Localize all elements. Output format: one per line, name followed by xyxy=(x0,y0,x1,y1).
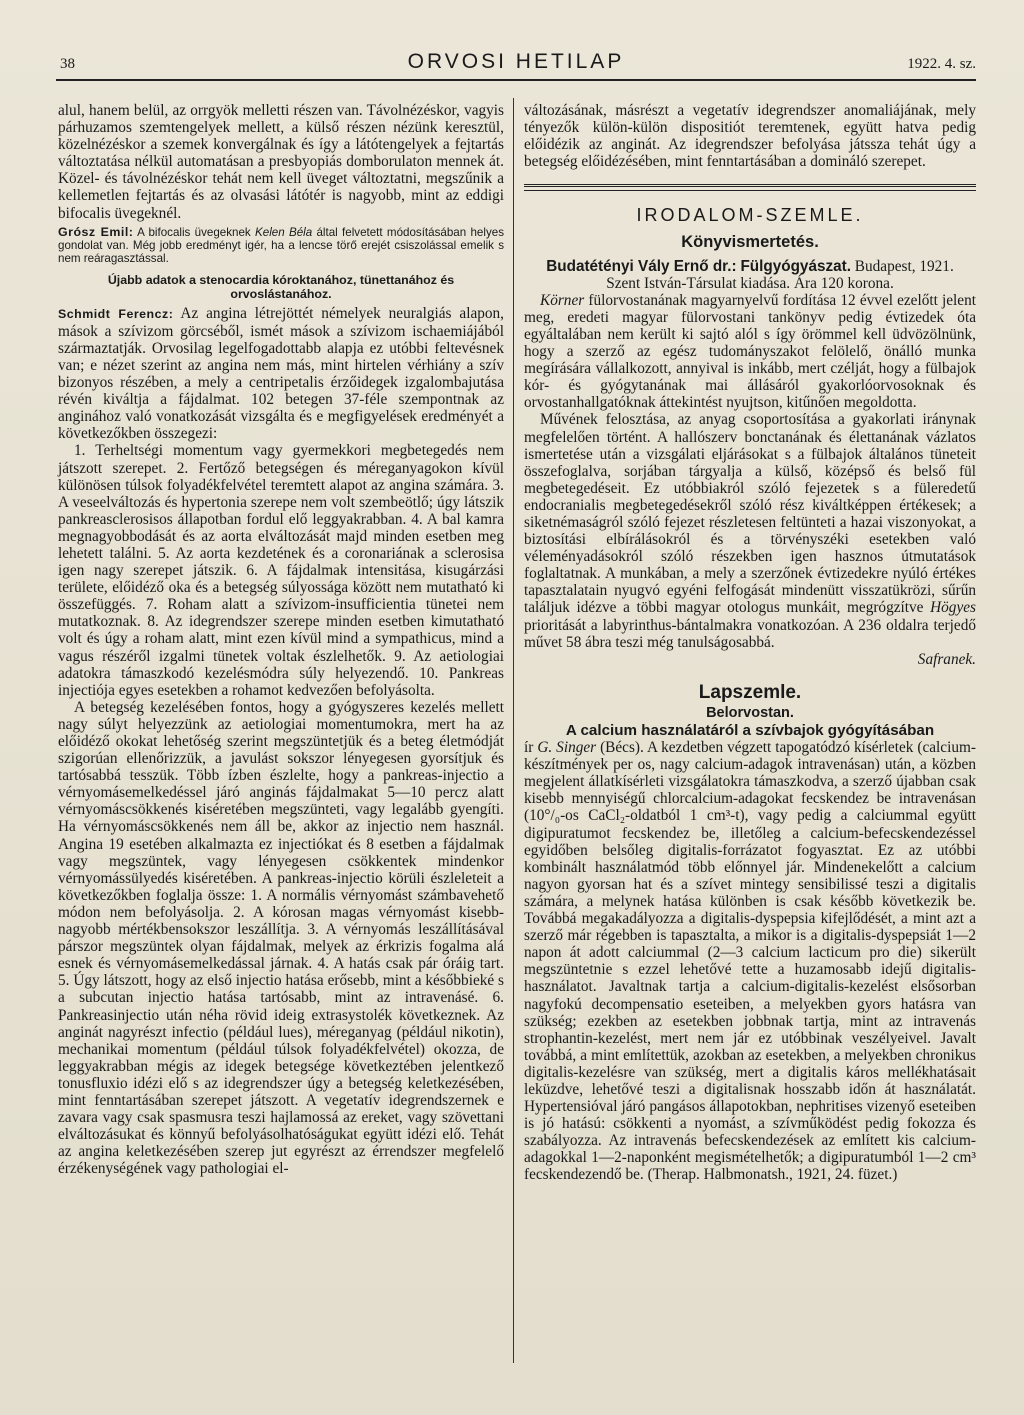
review-text-2a: Művének felosztása, az anyag csoportosítása a gyakorlati iránynak megfelelően történt. A hallószerv bonctanának és élettanának vázlatos ismertetése után a vizsgálati eljárásokat s a fülbajok általános tüneteit összefoglalva, sorjában tárgyalja a külső, középső és belső fül megbetegedéseit. Ez utóbbiakról szóló fejezetek s a füleredetű endocranialis megbetegedésekről szóló rész kiváltképpen értékesek; a siketnémaságról szóló fejezet részletesen feltünteti a hazai viszonyokat, a biztosítási elbírálásokról és a törvényszéki esetekben való véleményadásokról szóló részekben igen hasznos útmutatások foglaltatnak. A munkában, a mely a szerzőnek évtizedekre nyúló értékes tapasztalatain nyugvó egyéni felfogását mindenütt visszatükrözi, sűrűn találjuk idézve a többi magyar otologus munkáit, megrógzítve xyxy=(524,411,976,617)
press-review-title: Lapszemle. xyxy=(698,681,802,703)
review-cited-hogyes: Högyes xyxy=(930,599,976,617)
remark-text: A bifocalis üvegeknek xyxy=(137,225,251,239)
review-text-1: fülorvostanának magyarnyelvű fordítása 12 évvel ezelőtt jelent meg, eredeti magyar fülorvostani tankönyv pedig évtizedek óta egyáltalában nem került ki sajtó alól s így örömmel kell üdvözölnünk, hogy a szerző az egész tudományszakot felölelő, önálló munka megírására vállalkozott, annyival is inkább, mert czélját, hogy a fülbajok kór- és gyógytanának mai állásáról gyakorlóorvosoknak és orvostanhallgatóknak áttekintést nyujtson, kitűnően megoldotta. xyxy=(524,291,976,412)
column-divider xyxy=(513,98,514,1363)
calcium-article-body xyxy=(524,739,976,1183)
remark-person: Kelen Béla xyxy=(255,225,313,239)
review-paragraph-2 xyxy=(524,411,976,650)
book-citation xyxy=(524,258,976,292)
paragraph-continuation: alul, hanem belül, az orrgyök melletti részen van. Távolnézéskor, vagyis párhuzamos szemtengelyek mellett, a külső részen nézünk keresztül, közelnézéskor a szemek konvergálnak és így a látótengelyek a fejtartás változtatása nélkül automatásan a presbyopiás domborulaton mennek át. Közel- és távolnézéskor tehát nem kell üveget változtatni, megszűnik a kellemetlen fejtartás és az olvasási látótér is nagyobb, mint az eddigi bifocalis üvegeknél. xyxy=(58,102,504,222)
page-header xyxy=(56,50,976,78)
review-cited-author: Körner xyxy=(540,291,585,309)
issue-number: 1922. 4. sz. xyxy=(907,56,976,72)
calcium-article-author: G. Singer xyxy=(537,739,597,757)
left-column xyxy=(58,102,504,1177)
article-author: Schmidt Ferencz: xyxy=(58,306,174,321)
book-title: Fülgyógyászat. xyxy=(740,257,851,275)
article-ir: ír xyxy=(524,739,534,757)
book-place: Budapest, 1921. xyxy=(854,257,954,275)
right-column xyxy=(524,102,976,1184)
book-publisher: Szent István-Társulat kiadása. Ára 120 korona. xyxy=(606,274,894,292)
article-heading: Újabb adatok a stenocardia kóroktanához, tünettanához és orvoslástanához. xyxy=(107,272,455,301)
review-text-2b: prioritását a labyrinthus-bántalmakra vonatkozóan. A 236 oldalra terjedő művet 58 ábra teszi még tanulságosabbá. xyxy=(524,616,976,651)
remark-speaker: Grósz Emil: xyxy=(58,224,134,239)
section-title: IRODALOM-SZEMLE. xyxy=(636,205,864,226)
treatment-paragraph: A betegség kezelésében fontos, hogy a gyógyszeres kezelés mellett nagy súlyt helyezzünk az aetiologiai momentumokra, mert ha az előidéző okokat lehetőség szerint megszüntetjük és a beteg életmódját szigorúan ellenőrizzük, a javulást sokszor lényegesen gyorsítjuk és tartósabbá tesszük. Több ízben észlelte, hogy a pankreas-injectio a vérnyomásemelkedéssel járó anginás fájdalmakat 5—10 percz alatt vérnyomáscsökkenés kiséretében megszünteti, vagy legalább gyengíti. Ha vérnyomáscsökkenés nem áll be, akkor az injectio nem használ. Angina 19 esetében alkalmazta ez injectiókat és 8 esetben a fájdalmak vagy megszüntek, vagy lényegesen csökkentek mindenkor vérnyomássülyedés kiséretében. A pankreas-injectio körüli észleleteit a következőkben foglalja össze: 1. A normális vérnyomást számbavehető módon nem befolyásolja. 2. A kórosan magas vérnyomást kisebb-nagyobb mértékbensokszor leszállítja. 3. A vérnyomás leszállításával párszor megszüntek olyan fájdalmak, melyek az érkrizis fogalma alá esnek és vérnyomásemelkedással járnak. 4. A hatás csak pár óráig tart. 5. Úgy látszott, hogy az első injectio hatása erősebb, mint a későbbieké s a subcutan injectio hatása tartósabb, mint az intravenásé. 6. Pankreasinjectio után néha rövid ideig extrasystolék következnek. Az anginát nagyrészt infectio (például lues), méreganyag (például nikotin), mechanikai momentum (például túlsok folyadékfelvétel) okozza, de leggyakrabban mégis az idegek betegsége következtében jelentkező tonusfluxio idézi elő s az idegrendszer úgy a betegség keletkezésében, mint fenntartásában szerepet játszott. A vegetatív idegrendszernek e zavara vagy csak spasmusra teszi hajlamossá az ereket, vagy szövettani elváltozásukat és könnyű befolyásolhatóságukat együtt idézi elő. Tehát az angina keletkezésében szerep jut egyrészt az érrendszer megfelelő érzékenységének vagy pathologiai el- xyxy=(58,698,504,1178)
header-rule xyxy=(56,79,976,81)
article-intro xyxy=(58,305,504,443)
review-paragraph-1 xyxy=(524,292,976,412)
journal-title: ORVOSI HETILAP xyxy=(407,50,625,73)
book-author: Budatétényi Vály Ernő dr.: xyxy=(546,257,737,275)
paragraph-continuation-right: változásának, másrészt a vegetatív idegrendszer anomaliájának, mely tényezők külön-külön dispositiót teremtenek, együtt hatva pedig előidézik az anginát. Az idegrendszer befolyása játssza tehát úgy a betegség előidézésében, mint fenntartásában a domináló szerepet. xyxy=(524,102,976,171)
calcium-article-title: A calcium használatáról a szívbajok gyógyításában xyxy=(565,722,935,739)
internal-medicine-title: Belorvostan. xyxy=(706,704,794,721)
calcium-article-text: (Bécs). A kezdetben végzett tapogatódzó kísérletek (calcium-készítmények per os, nagy calcium-adagok intravenásan) után, a közben megjelent állatkísérleti vizsgálatokra támaszkodva, a szerző újabban csak kisebb mennyiségű chlorcalcium-adagokat fecskendez be intravenásan (10°/₀-os CaCl₂-oldatból 1 cm³-t), vagy pedig a calciummal együtt digipuratumot fecskendez be, illetőleg a calcium-befecskendezéssel egyidőben belsőleg digitalis-forrázatot fogyasztat. Ez az utóbbi kombinált használatmód több előnnyel jár. Mindenekelőtt a calcium nagyon gyorsan hat és a szívet mintegy sensibilissé teszi a digitalis számára, a melynek hatása különben is csak később következik be. Továbbá megakadályozza a digitalis-dyspepsia kifejlődését, a mint azt a szerző már régebben is tapasztalta, a mikor is a digitalis-dyspepsiát 1—2 napon át adott calciummal (2—3 calcium lacticum pro die) sikerült megszüntetnie s ezzel lehetővé tette a huzamosabb idejű digitalis-használatot. Javaltnak tartja a calcium-digitalis-kezelést elsősorban nagyfokú decompensatio eseteiben, a melyekben gyors hatásra van szükség; ezekben az esetekben jobbnak tartja, mint az intravenás strophantin-kezelést, mert nem jár ez utóbbinak veszélyeivel. Javalt továbbá, a mint említettük, azokban az esetekben, a melyekben chronikus digitalis-kezelésre van szükség, mert a digitalis káros mellékhatásait leküzdve, lehetővé teszi a digitalisnak hosszabb időn át használatát. Hypertensióval járó pangásos állapotokban, nephritises vizenyő eseteiben is jó hatású: csökkenti a nyomást, a szívműködést pedig fokozza és szabályozza. Az intravenás befecskendezések az említett kis calcium-adagokkal 1—2-naponként megismételhetők; a digipuratumból 1—2 cm³ fecskendezendő be. (Therap. Halbmonatsh., 1921, 24. füzet.) xyxy=(524,739,976,1184)
article-intro-text: Az angina létrejöttét némelyek neuralgiás alapon, mások a szívizom görcséből, ismét mások a szívizom ischaemiájából származtatják. Orvosilag legelfogadottabb alapja ez utóbbi feltevésnek van; e nézet szerint az angina nem más, mint hirtelen vérhiány a szív bizonyos részében, a mely a centripetalis érzőidegek izgalombajutása révén kiváltja a fájdalmat. 102 betegen 37-féle szempontnak az anginához való vonatkozását vizsgálta és e megfigyelések eredményét a következőkben összegezi: xyxy=(58,304,505,443)
findings-list: 1. Terheltségi momentum vagy gyermekkori megbetegedés nem játszott szerepet. 2. Fertőző betegségen és méreganyagokon kívül különösen túlsok folyadékfelvétel teremtett alapot az angina számára. 3. A veseelváltozás és hypertonia szerepe nem volt szembeötlő; úgy látszik pankreasclerosisos állapotban fordul elő leggyakrabban. 4. A bal kamra megnagyobbodását és az aorta elváltozását majd minden esetben meg lehetett találni. 5. Az aorta kezdetének és a coronariának a sclerosisa igen nagy szerepet játszik. 6. A fájdalmak intensitása, kisugárzási területe, előidéző oka és a betegség súlyossága között nem mutatható ki összefüggés. 7. Roham alatt a szívizom-insufficientia tünetei nem mutatkoznak. 8. Az idegrendszer szerepe minden esetben kimutatható volt és úgy a roham alatt, mint ezen kívül mind a sympathicus, mind a vagus részéről izgalmi tünetek voltak észlelhetők. 9. Az aetiologiai adatokra támaszkodó kezelésmódra súly helyezendő. 10. Pankreas injectiója egyes esetekben a rohamot kedvezően befolyásolta. xyxy=(58,442,504,699)
remark-rest: által felvetett módosításában helyes gondolat van. Még jobb eredményt igér, ha a lencse törő erejét csiszolással emelik s nem reáragasztással. xyxy=(58,225,504,265)
subsection-title: Könyvismertetés. xyxy=(681,233,819,252)
review-signature: Safranek. xyxy=(917,650,976,668)
section-rule xyxy=(524,184,976,191)
discussion-remark xyxy=(58,226,504,265)
page-number: 38 xyxy=(60,56,75,72)
